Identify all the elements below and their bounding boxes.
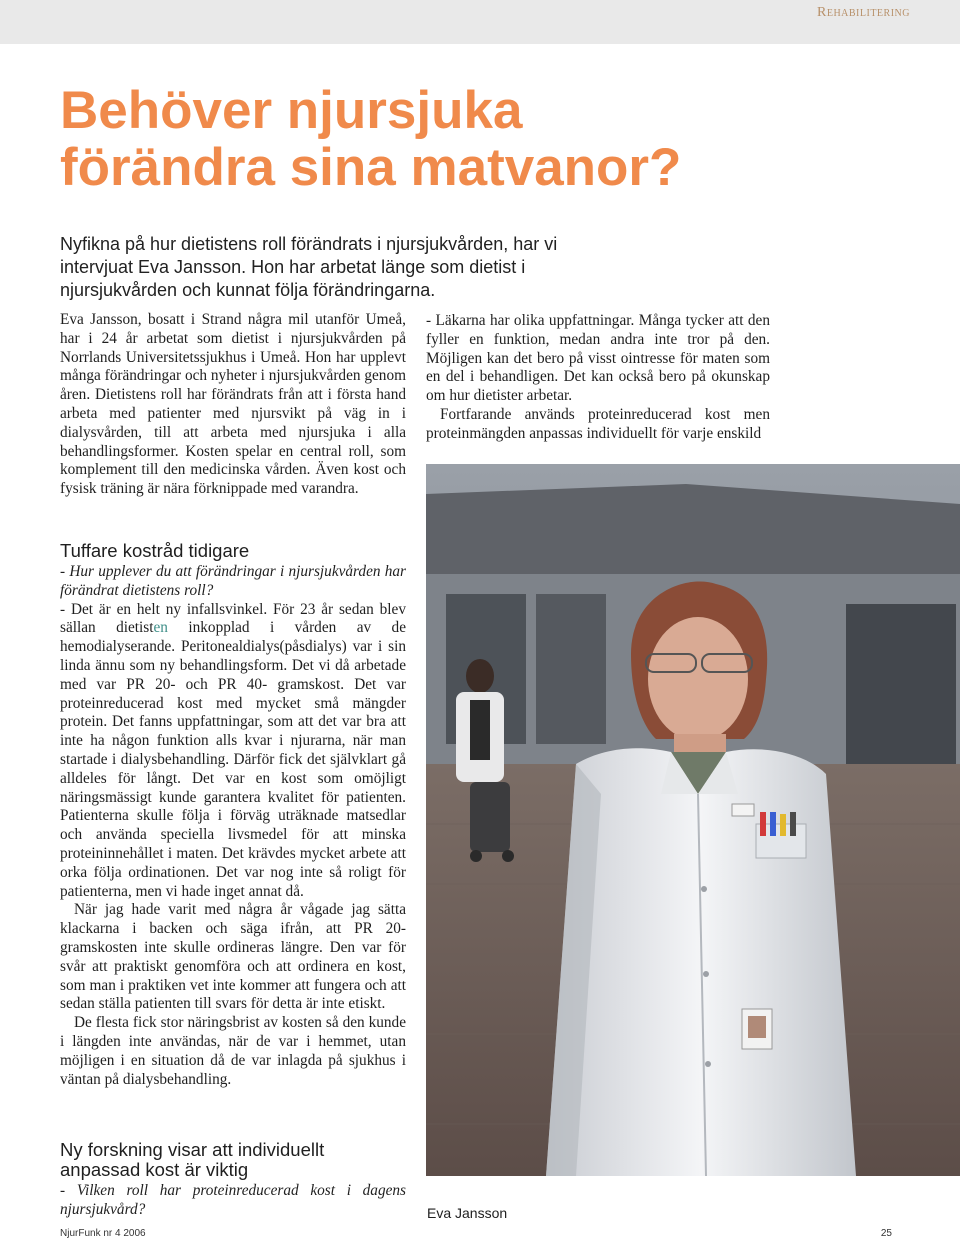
photo-caption: Eva Jansson [427, 1205, 508, 1221]
section-heading: Tuffare kostråd tidigare [60, 540, 250, 561]
body-column-bottom [60, 1140, 406, 1220]
publication-footer: NjurFunk nr 4 2006 [60, 1228, 146, 1239]
body-paragraph: När jag hade varit med några år vågade jag sätta klackarna i backen och säga ifrån, att PR 20- gramskosten inte skulle ordineras längre. Den var för svår att praktiskt genomföra och att ordinera en kost, som man i praktiken vet inte kommer att fungera och att sedan ställa patienten till svars för detta är inte etiskt. [60, 901, 406, 1013]
body-paragraph: - Läkarna har olika uppfattningar. Många tycker att den fyller en funktion, medan andra inte tror på den. Möjligen kan det bero på visst ointresse för maten som en del i behandligen. Det kan också bero på okunskap om hur dietister arbetar. [426, 312, 770, 405]
body-paragraph: Fortfarande används proteinreducerad kost men proteinmängden anpassas individuellt för varje enskild [426, 405, 770, 442]
portrait-photo [426, 464, 960, 1176]
highlighted-text: en [153, 619, 168, 637]
intro-column [60, 311, 406, 499]
body-paragraph: De flesta fick stor näringsbrist av kosten så den kunde i längden inte användas, när de var i hemmet, utan möjligen i en situation då de var inlagda på sjukhus i väntan på dialysbehandling. [60, 1014, 406, 1088]
page-number: 25 [880, 1228, 892, 1239]
text-run: inkopplad i vården av de hemodialyserande. Peritonealdialys(påsdialys) var i sin linda ännu som ny behandlingsform. Det vi då arbetade med var PR 20- och PR 40- gramskost. Det var proteinreducerad kost med mycket små mängder protein. Det fanns uppfattningar, som att det var bra att inte ha någon funktion alls kvar i njurarna, när man startade i dialysbehandling. Därför fick det självklart gå alldeles för långt. Det var en kost som omöjligt näringsmässigt kunde garantera kvalitet för patienten. Patienterna skulle följa i förväg uträknade matsedlar och använda speciella livsmedel för att minska proteininnehållet i maten. Det krävdes mycket arbete att orka följa ordinationen. Det var nog inte så roligt för patienterna, men vi hade inget annat då. [60, 619, 406, 900]
body-column-right [426, 312, 770, 444]
headline [60, 82, 820, 196]
interview-question: - Vilken roll har proteinreducerad kost i dagens njursjukvård? [60, 1182, 406, 1218]
lead-paragraph [60, 233, 640, 302]
headline-line: Behöver njursjuka [60, 81, 523, 140]
body-column-left [60, 541, 406, 1089]
intro-paragraph: Eva Jansson, bosatt i Strand några mil utanför Umeå, har i 24 år arbetat som dietist i njursjukvården på Norrlands Universitetssjukhus i Umeå. Hon har upplevt många förändringar och nyheter i njursjukvården genom åren. Dietistens roll har förändrats från att i första hand arbeta med patienter med njursvikt på väg in i dialysvården, till att arbeta med njursjuka i alla behandlingsformer. Kosten spelar en central roll, som komplement till den medicinska vården. Även kost och fysisk träning är nära förknippade med varandra. [60, 311, 406, 498]
lead-line: intervjuat Eva Jansson. Hon har arbetat länge som dietist i [60, 257, 526, 277]
lead-line: Nyfikna på hur dietistens roll förändrats i njursjukvården, har vi [60, 234, 558, 254]
interview-question: - Hur upplever du att förändringar i njursjukvården har förändrat dietistens roll? [60, 563, 406, 599]
top-bar [0, 0, 960, 44]
text-run: - Det är en helt ny infallsvinkel. För 23 år sedan blev sällan dietist [60, 600, 406, 637]
headline-line: förändra sina matvanor? [60, 138, 682, 197]
section-label: Rehabilitering [817, 5, 910, 20]
body-paragraph [60, 601, 406, 902]
section-heading: Ny forskning visar att individuellt anpassad kost är viktig [60, 1139, 325, 1180]
lead-line: njursjukvården och kunnat följa förändringarna. [60, 280, 436, 300]
